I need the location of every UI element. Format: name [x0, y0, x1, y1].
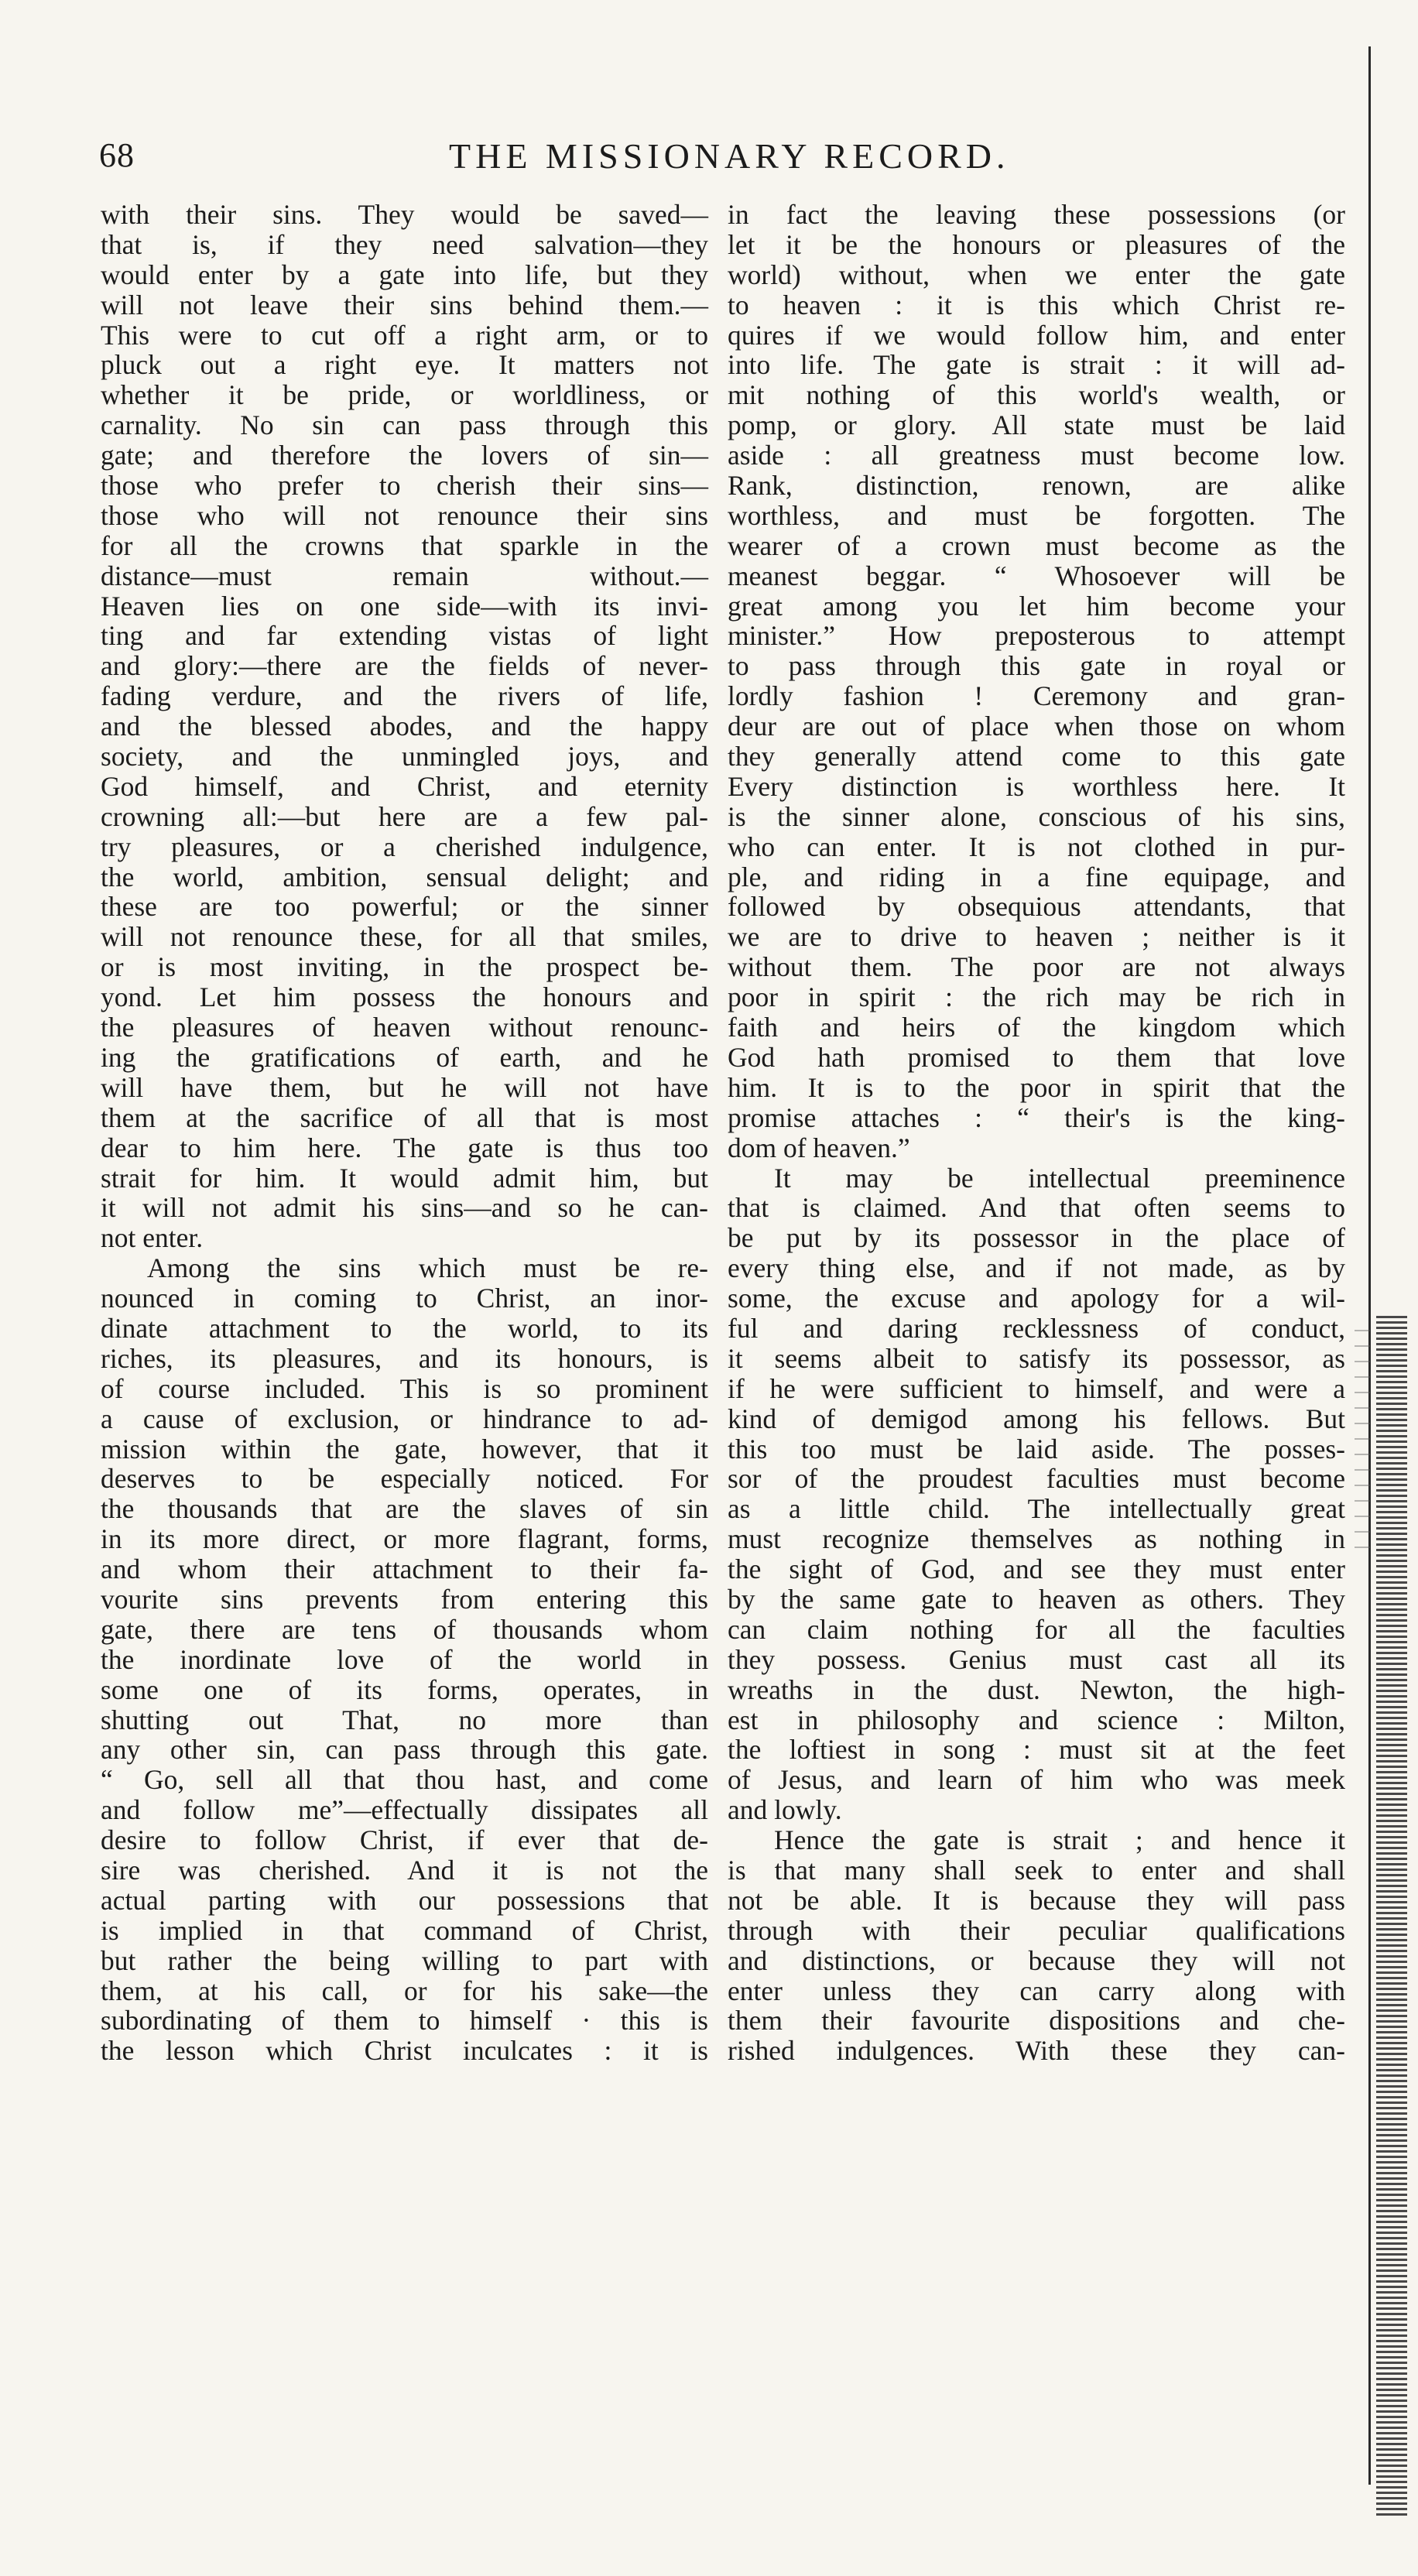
text-line: and the blessed abodes, and the happy: [101, 711, 708, 742]
text-line: Hence the gate is strait ; and hence it: [774, 1824, 1345, 1856]
text-line: it will not admit his sins—and so he can-: [101, 1192, 708, 1224]
text-line: those who prefer to cherish their sins—: [101, 470, 708, 502]
text-line: world) without, when we enter the gate: [728, 259, 1345, 290]
text-line: ing the gratifications of earth, and he: [101, 1041, 708, 1073]
text-line: It may be intellectual preeminence: [774, 1162, 1345, 1194]
gutter-specks: [1355, 1316, 1370, 1548]
text-line: they possess. Genius must cast all its: [728, 1643, 1345, 1675]
text-line: This were to cut off a right arm, or to: [101, 319, 708, 351]
text-line: for all the crowns that sparkle in the: [101, 529, 708, 561]
text-line: is the sinner alone, conscious of his sins,: [728, 800, 1345, 832]
text-line: these are too powerful; or the sinner: [101, 891, 708, 923]
text-line: without them. The poor are not always: [728, 951, 1345, 983]
text-line: a cause of exclusion, or hindrance to ad-: [101, 1403, 708, 1434]
text-line: deserves to be especially noticed. For: [101, 1463, 708, 1495]
text-line: fading verdure, and the rivers of life,: [101, 680, 708, 712]
text-line: wearer of a crown must become as the: [728, 529, 1345, 561]
text-line: they generally attend come to this gate: [728, 741, 1345, 772]
text-line: by the same gate to heaven as others. They: [728, 1583, 1345, 1615]
right-column: [728, 200, 1345, 2066]
text-line: sire was cherished. And it is not the: [101, 1854, 708, 1886]
text-line: will not renounce these, for all that smiles,: [101, 921, 708, 953]
text-line: let it be the honours or pleasures of the: [728, 228, 1345, 260]
text-line: with their sins. They would be saved—: [101, 199, 708, 230]
text-line: as a little child. The intellectually great: [728, 1493, 1345, 1525]
text-line: “ Go, sell all that thou hast, and come: [101, 1764, 708, 1796]
text-line: those who will not renounce their sins: [101, 499, 708, 531]
text-line: Among the sins which must be re-: [147, 1252, 708, 1284]
text-line: any other sin, can pass through this gate.: [101, 1734, 708, 1766]
text-line: must recognize themselves as nothing in: [728, 1523, 1345, 1555]
text-line: minister.” How preposterous to attempt: [728, 620, 1345, 652]
text-line: yond. Let him possess the honours and: [101, 981, 708, 1013]
text-line: sor of the proudest faculties must become: [728, 1463, 1345, 1495]
text-line: and follow me”—effectually dissipates all: [101, 1794, 708, 1826]
text-line: great among you let him become your: [728, 590, 1345, 622]
text-line: rished indulgences. With these they can-: [728, 2035, 1345, 2067]
text-line: it seems albeit to satisfy its possessor, as: [728, 1342, 1345, 1374]
text-line: strait for him. It would admit him, but: [101, 1162, 708, 1194]
text-line: is that many shall seek to enter and shall: [728, 1854, 1345, 1886]
text-line: of course included. This is so prominent: [101, 1372, 708, 1404]
text-line: dinate attachment to the world, to its: [101, 1312, 708, 1344]
text-line: to pass through this gate in royal or: [728, 650, 1345, 682]
text-line: quires if we would follow him, and enter: [728, 319, 1345, 351]
text-line: Heaven lies on one side—with its invi-: [101, 590, 708, 622]
text-line: the pleasures of heaven without renounc-: [101, 1012, 708, 1043]
text-line: or is most inviting, in the prospect be-: [101, 951, 708, 983]
text-line: to heaven : it is this which Christ re-: [728, 289, 1345, 320]
text-line: dear to him here. The gate is thus too: [101, 1132, 708, 1163]
text-line: that is claimed. And that often seems to: [728, 1192, 1345, 1224]
text-line: some, the excuse and apology for a wil-: [728, 1283, 1345, 1314]
text-line: of Jesus, and learn of him who was meek: [728, 1764, 1345, 1796]
text-line: faith and heirs of the kingdom which: [728, 1012, 1345, 1043]
text-line: actual parting with our possessions that: [101, 1884, 708, 1916]
text-line: through with their peculiar qualifications: [728, 1914, 1345, 1946]
text-line: them, at his call, or for his sake—the: [101, 1975, 708, 2006]
text-line: kind of demigod among his fellows. But: [728, 1403, 1345, 1434]
text-line: and glory:—there are the fields of never-: [101, 650, 708, 682]
text-line: mit nothing of this world's wealth, or: [728, 379, 1345, 411]
text-line: pomp, or glory. All state must be laid: [728, 409, 1345, 441]
text-line: him. It is to the poor in spirit that the: [728, 1071, 1345, 1103]
text-line: if he were sufficient to himself, and were a: [728, 1372, 1345, 1404]
text-line: will not leave their sins behind them.—: [101, 289, 708, 320]
text-line: and lowly.: [728, 1794, 842, 1826]
text-line: poor in spirit : the rich may be rich in: [728, 981, 1345, 1013]
text-line: in fact the leaving these possessions (or: [728, 199, 1345, 230]
text-line: can claim nothing for all the faculties: [728, 1613, 1345, 1645]
binding-edge: [1376, 1316, 1407, 2516]
text-line: the lesson which Christ inculcates : it is: [101, 2035, 708, 2067]
text-line: them their favourite dispositions and che-: [728, 2005, 1345, 2036]
text-line: shutting out That, no more than: [101, 1704, 708, 1735]
text-line: and whom their attachment to their fa-: [101, 1553, 708, 1585]
text-line: every thing else, and if not made, as by: [728, 1252, 1345, 1284]
text-line: society, and the unmingled joys, and: [101, 741, 708, 772]
text-line: subordinating of them to himself · this is: [101, 2005, 708, 2036]
text-line: ful and daring recklessness of conduct,: [728, 1312, 1345, 1344]
text-line: God hath promised to them that love: [728, 1041, 1345, 1073]
text-line: the inordinate love of the world in: [101, 1643, 708, 1675]
text-line: and distinctions, or because they will not: [728, 1944, 1345, 1976]
text-line: this too must be laid aside. The posses-: [728, 1433, 1345, 1464]
text-line: try pleasures, or a cherished indulgence,: [101, 831, 708, 862]
text-line: crowning all:—but here are a few pal-: [101, 800, 708, 832]
text-line: will have them, but he will not have: [101, 1071, 708, 1103]
text-line: mission within the gate, however, that it: [101, 1433, 708, 1464]
text-line: the world, ambition, sensual delight; and: [101, 861, 708, 892]
text-line: would enter by a gate into life, but they: [101, 259, 708, 290]
text-line: wreaths in the dust. Newton, the high-: [728, 1673, 1345, 1705]
text-line: meanest beggar. “ Whosoever will be: [728, 560, 1345, 591]
text-line: worthless, and must be forgotten. The: [728, 499, 1345, 531]
text-line: desire to follow Christ, if ever that de-: [101, 1824, 708, 1856]
text-line: gate; and therefore the lovers of sin—: [101, 440, 708, 471]
text-line: aside : all greatness must become low.: [728, 440, 1345, 471]
text-line: distance—must remain without.—: [101, 560, 708, 591]
text-line: them at the sacrifice of all that is most: [101, 1101, 708, 1133]
page-number: 68: [99, 136, 135, 174]
text-line: Every distinction is worthless here. It: [728, 770, 1345, 802]
text-line: whether it be pride, or worldliness, or: [101, 379, 708, 411]
text-line: riches, its pleasures, and its honours, is: [101, 1342, 708, 1374]
gutter-rule: [1368, 46, 1371, 2485]
text-line: ple, and riding in a fine equipage, and: [728, 861, 1345, 892]
text-line: is implied in that command of Christ,: [101, 1914, 708, 1946]
text-line: who can enter. It is not clothed in pur-: [728, 831, 1345, 862]
text-line: not enter.: [101, 1222, 204, 1254]
text-line: promise attaches : “ their's is the king-: [728, 1101, 1345, 1133]
text-line: enter unless they can carry along with: [728, 1975, 1345, 2006]
text-line: some one of its forms, operates, in: [101, 1673, 708, 1705]
text-line: be put by its possessor in the place of: [728, 1222, 1345, 1254]
text-line: Rank, distinction, renown, are alike: [728, 470, 1345, 502]
text-line: into life. The gate is strait : it will ad-: [728, 349, 1345, 381]
text-line: not be able. It is because they will pass: [728, 1884, 1345, 1916]
text-line: vourite sins prevents from entering this: [101, 1583, 708, 1615]
left-column: [101, 200, 708, 2066]
text-line: followed by obsequious attendants, that: [728, 891, 1345, 923]
text-line: pluck out a right eye. It matters not: [101, 349, 708, 381]
text-line: deur are out of place when those on whom: [728, 711, 1345, 742]
text-line: we are to drive to heaven ; neither is it: [728, 921, 1345, 953]
text-line: nounced in coming to Christ, an inor-: [101, 1283, 708, 1314]
text-line: the loftiest in song : must sit at the feet: [728, 1734, 1345, 1766]
text-line: carnality. No sin can pass through this: [101, 409, 708, 441]
running-head: THE MISSIONARY RECORD.: [449, 136, 1010, 176]
text-line: God himself, and Christ, and eternity: [101, 770, 708, 802]
text-line: gate, there are tens of thousands whom: [101, 1613, 708, 1645]
text-line: the sight of God, and see they must enter: [728, 1553, 1345, 1585]
text-line: the thousands that are the slaves of sin: [101, 1493, 708, 1525]
text-line: lordly fashion ! Ceremony and gran-: [728, 680, 1345, 712]
text-line: est in philosophy and science : Milton,: [728, 1704, 1345, 1735]
text-line: but rather the being willing to part with: [101, 1944, 708, 1976]
text-line: that is, if they need salvation—they: [101, 228, 708, 260]
text-line: ting and far extending vistas of light: [101, 620, 708, 652]
text-line: in its more direct, or more flagrant, forms,: [101, 1523, 708, 1555]
text-line: dom of heaven.”: [728, 1132, 910, 1163]
